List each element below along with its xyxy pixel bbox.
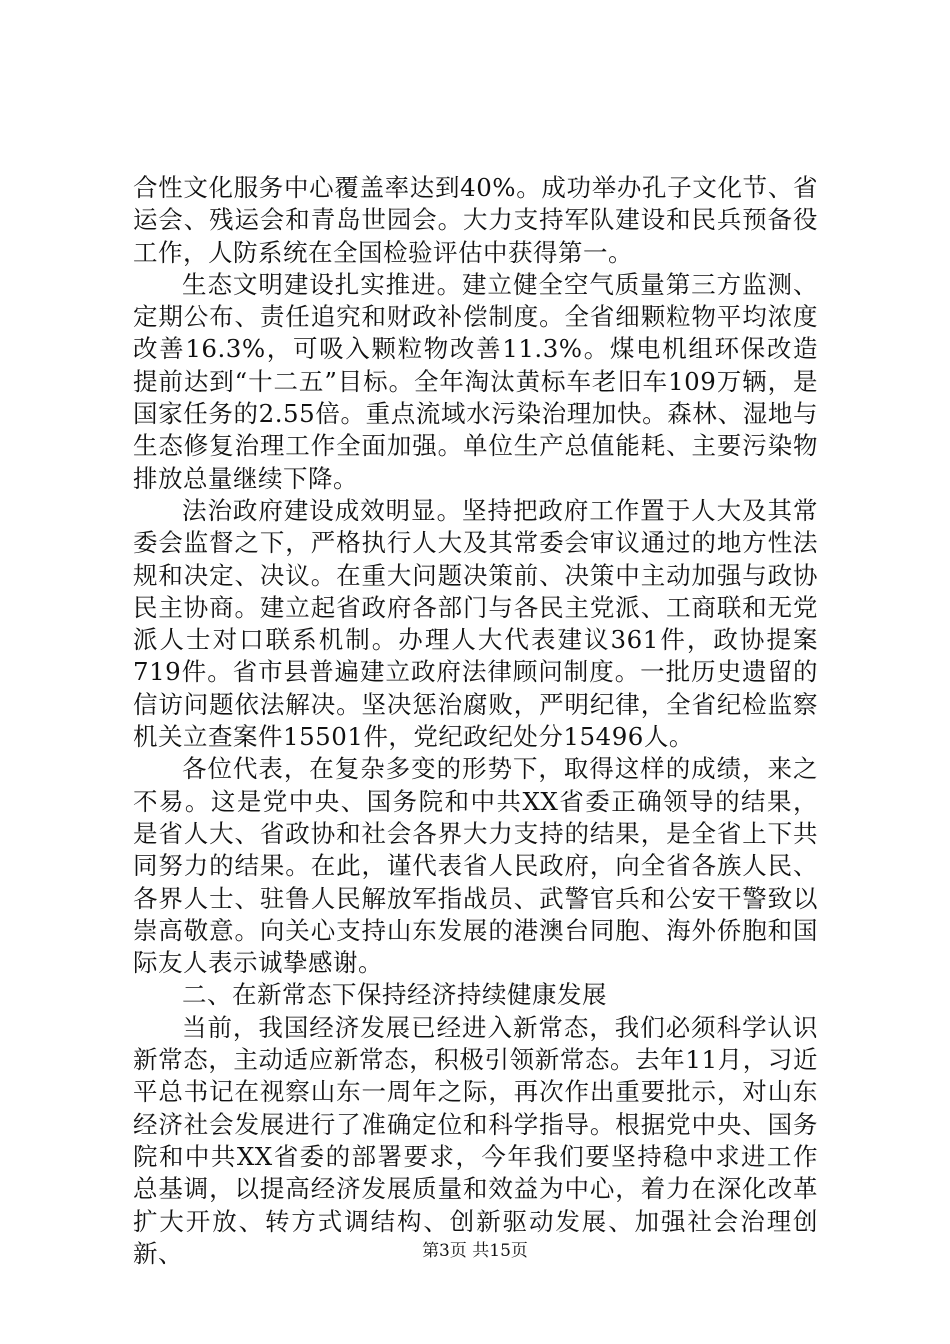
- paragraph-rule-of-law: 法治政府建设成效明显。坚持把政府工作置于人大及其常委会监督之下，严格执行人大及其常委会审议通过的地方性法规和决定、决议。在重大问题决策前、决策中主动加强与政协民主协商。建立起省政府各部门与各民主党派、工商联和无党派人士对口联系机制。办理人大代表建议361件，政协提案719件。省市县普遍建立政府法律顾问制度。一批历史遗留的信访问题依法解决。坚决惩治腐败，严明纪律，全省纪检监察机关立查案件15501件，党纪政纪处分15496人。: [133, 495, 818, 752]
- paragraph-acknowledgement: 各位代表，在复杂多变的形势下，取得这样的成绩，来之不易。这是党中央、国务院和中共XX省委正确领导的结果，是省人大、省政协和社会各界大力支持的结果，是全省上下共同努力的结果。在此，谨代表省人民政府，向全省各族人民、各界人士、驻鲁人民解放军指战员、武警官兵和公安干警致以崇高敬意。向关心支持山东发展的港澳台同胞、海外侨胞和国际友人表示诚挚感谢。: [133, 754, 818, 978]
- page-footer: 第3页 共15页: [422, 1241, 528, 1261]
- body-text: [133, 172, 818, 1270]
- paragraph-continued: 合性文化服务中心覆盖率达到40%。成功举办孔子文化节、省运会、残运会和青岛世园会。大力支持军队建设和民兵预备役工作，人防系统在全国检验评估中获得第一。: [133, 173, 818, 267]
- paragraph-ecology: 生态文明建设扎实推进。建立健全空气质量第三方监测、定期公布、责任追究和财政补偿制度。全省细颗粒物平均浓度改善16.3%，可吸入颗粒物改善11.3%。煤电机组环保改造提前达到“十二五”目标。全年淘汰黄标车老旧车109万辆，是国家任务的2.55倍。重点流域水污染治理加快。森林、湿地与生态修复治理工作全面加强。单位生产总值能耗、主要污染物排放总量继续下降。: [133, 269, 818, 493]
- paragraph-new-normal: 当前，我国经济发展已经进入新常态，我们必须科学认识新常态，主动适应新常态，积极引领新常态。去年11月，习近平总书记在视察山东一周年之际，再次作出重要批示，对山东经济社会发展进行了准确定位和科学指导。根据党中央、国务院和中共XX省委的部署要求，今年我们要坚持稳中求进工作总基调，以提高经济发展质量和效益为中心，着力在深化改革扩大开放、转方式调结构、创新驱动发展、加强社会治理创新、: [133, 1012, 818, 1268]
- section-heading: 二、在新常态下保持经济持续健康发展: [182, 980, 607, 1010]
